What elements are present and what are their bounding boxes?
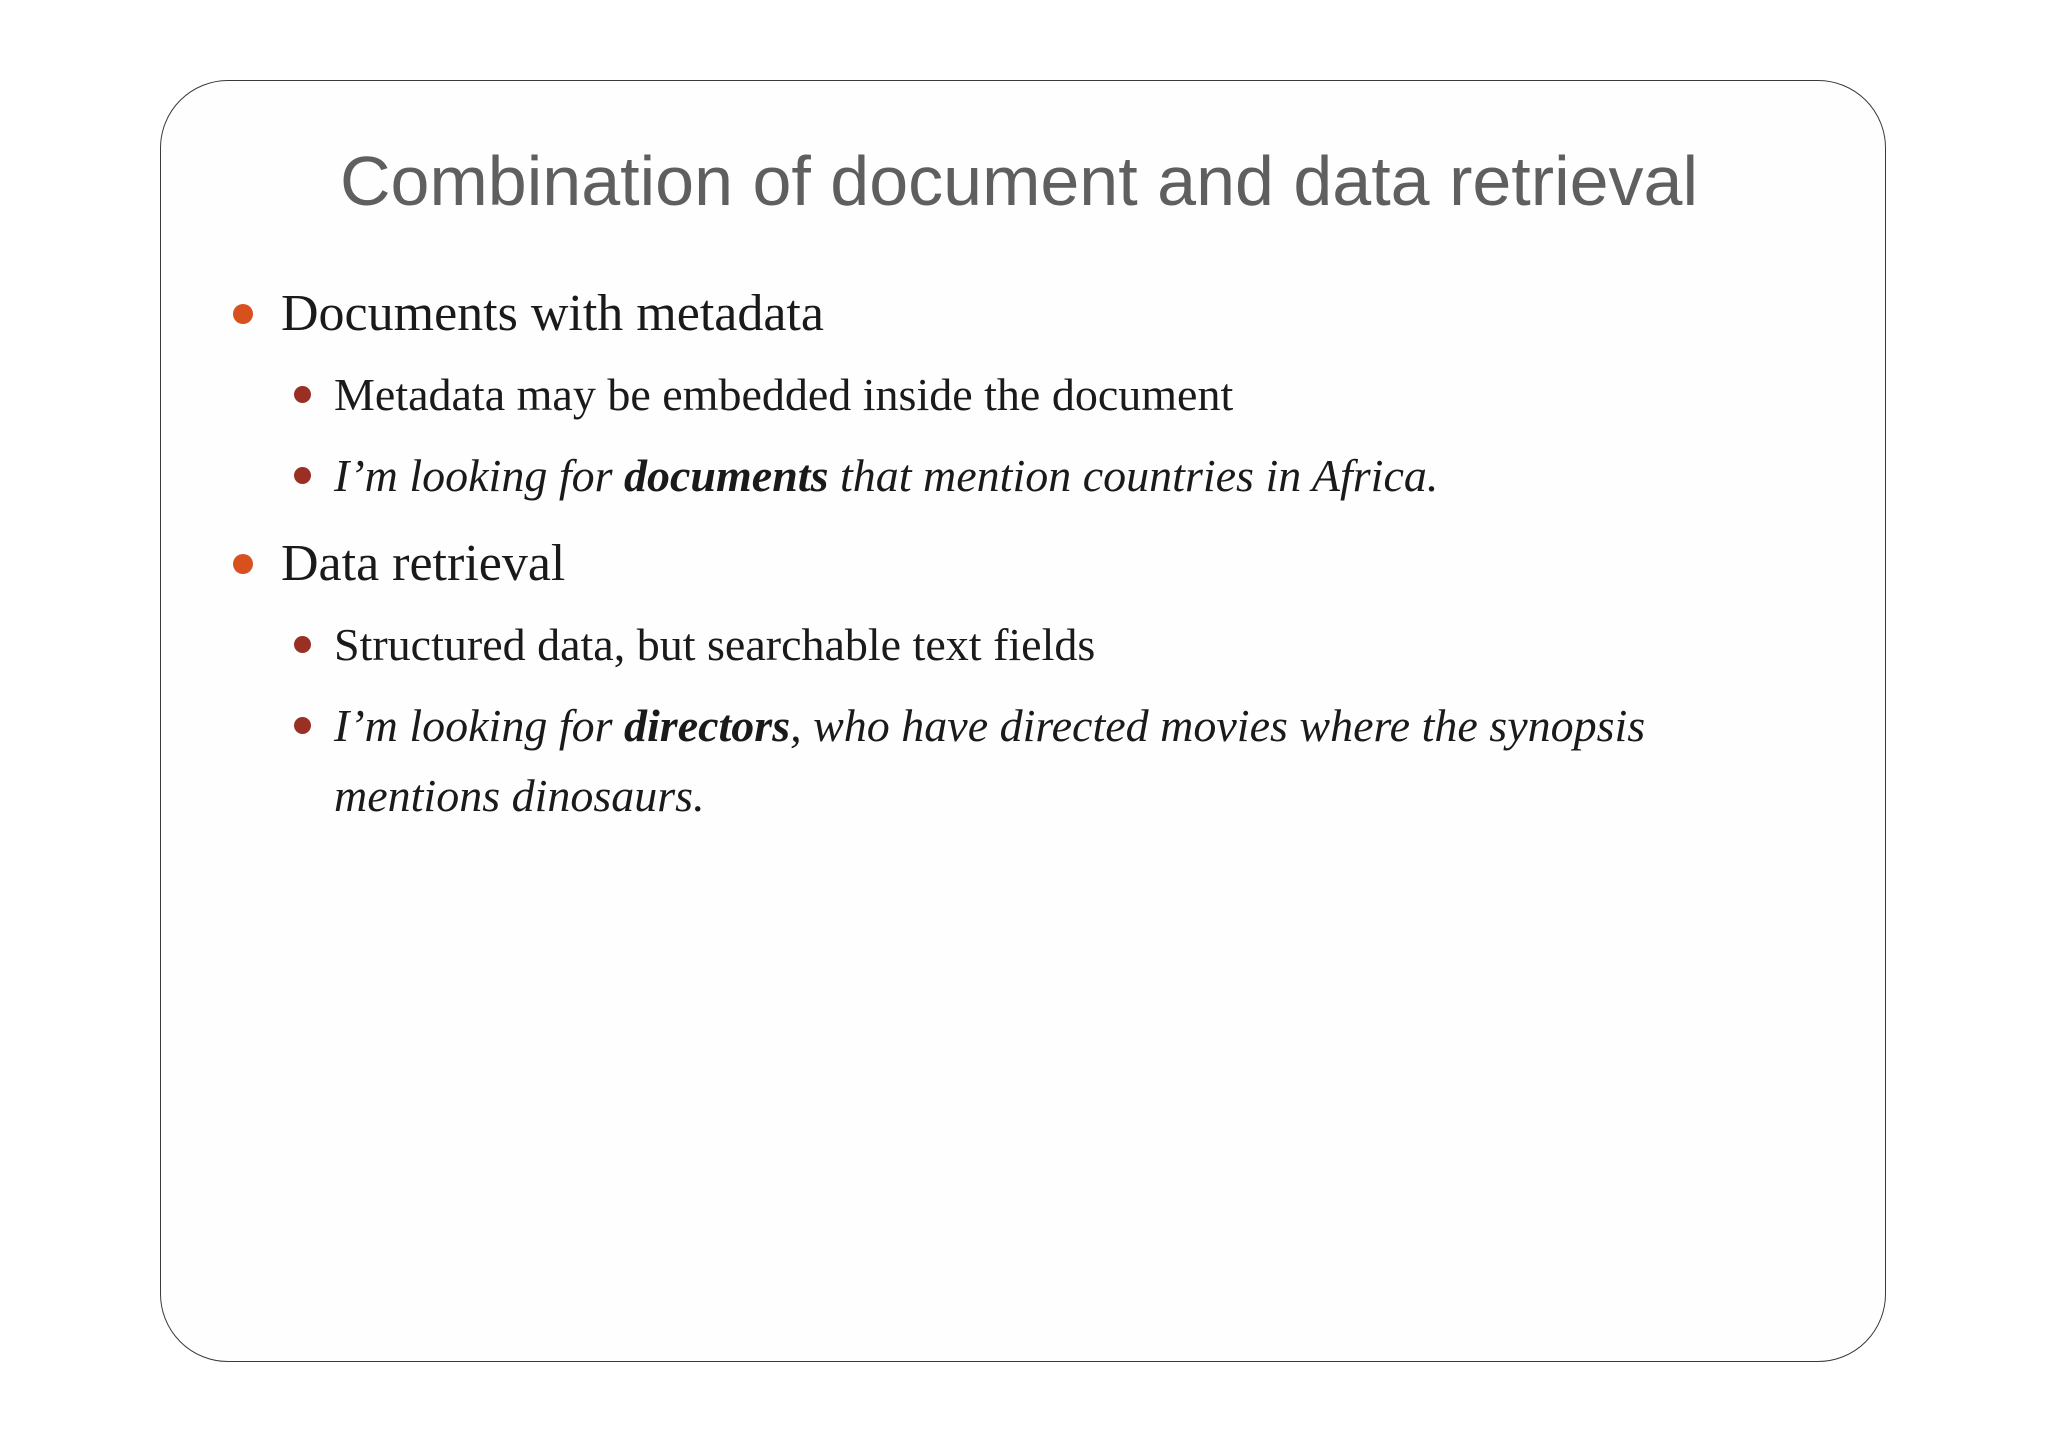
bullet-documents-with-metadata: Documents with metadata — [281, 285, 824, 342]
sub-bullet-dot-icon — [294, 467, 311, 484]
query-text-after: , who have directed movies where the synopsis — [790, 700, 1646, 751]
slide-title: Combination of document and data retrieval — [340, 142, 1699, 220]
query-text-before: I’m looking for — [334, 700, 625, 751]
sub-bullet-directors-query-continuation: mentions dinosaurs. — [334, 770, 705, 821]
sub-bullet-dot-icon — [294, 636, 311, 653]
sub-bullet-dot-icon — [294, 386, 311, 403]
sub-bullet-dot-icon — [294, 717, 311, 734]
bullet-dot-icon — [233, 304, 253, 324]
bullet-dot-icon — [233, 554, 253, 574]
sub-bullet-directors-query — [334, 691, 1645, 761]
bullet-data-retrieval: Data retrieval — [281, 535, 566, 592]
query-text-after: that mention countries in Africa. — [828, 450, 1439, 501]
query-bold-term: documents — [624, 450, 829, 501]
sub-bullet-documents-query — [334, 441, 1438, 511]
query-bold-term: directors — [624, 700, 791, 751]
sub-bullet-structured-data: Structured data, but searchable text fields — [334, 619, 1096, 670]
sub-bullet-metadata-embedded: Metadata may be embedded inside the document — [334, 369, 1234, 420]
query-text-before: I’m looking for — [334, 450, 625, 501]
